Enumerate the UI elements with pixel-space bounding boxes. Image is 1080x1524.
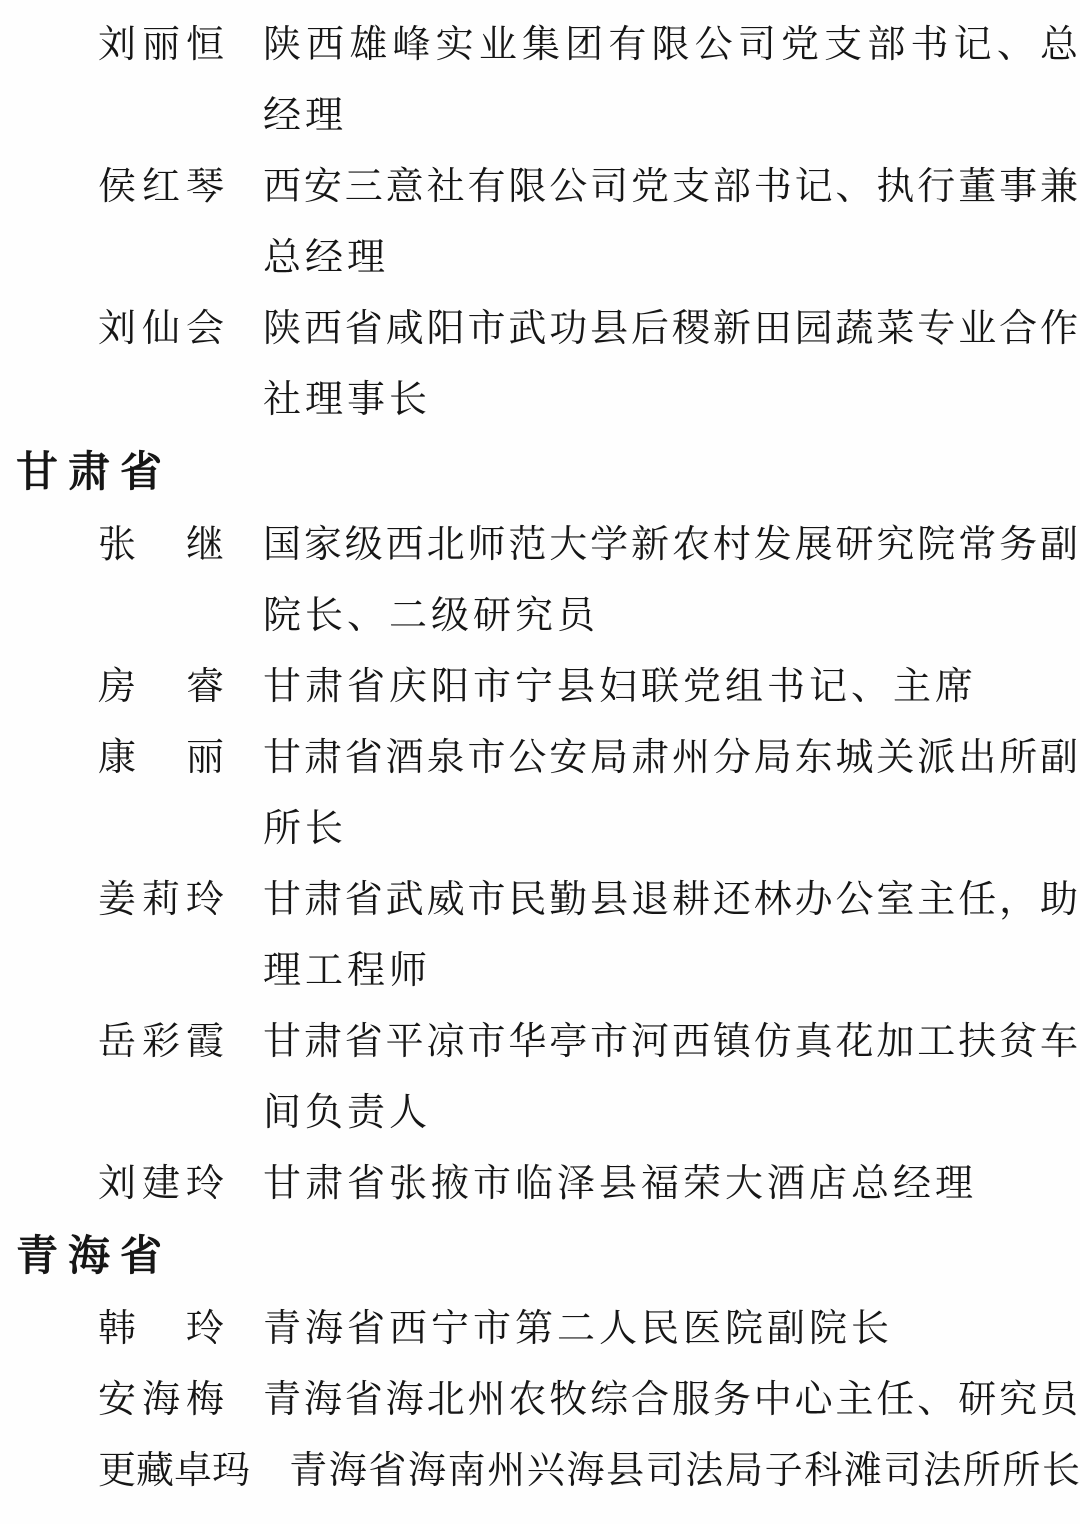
name-char: 安 (98, 1379, 137, 1421)
roster-entry (98, 723, 1080, 865)
position-line: 陕西省咸阳市武功县后稷新田园蔬菜专业合作 (263, 308, 1078, 350)
name-char: 玲 (185, 1163, 224, 1205)
name-char: 刘 (98, 1163, 137, 1205)
position-line: 甘肃省平凉市华亭市河西镇仿真花加工扶贫车 (263, 1021, 1078, 1063)
name-char: 藏 (136, 1450, 175, 1492)
name-char: 丽 (185, 737, 224, 779)
roster-entry (98, 10, 1080, 152)
position-line: 陕西雄峰实业集团有限公司党支部书记、总 (263, 24, 1078, 66)
name-char: 姜 (98, 879, 137, 921)
roster-entry (98, 152, 1080, 294)
position-line: 国家级西北师范大学新农村发展研究院常务副 (263, 524, 1078, 566)
name-char: 继 (185, 524, 224, 566)
position-line: 青海省海北州农牧综合服务中心主任、研究员 (263, 1379, 1078, 1421)
name-char: 卓 (174, 1450, 213, 1492)
position-line: 西安三意社有限公司党支部书记、执行董事兼 (263, 166, 1078, 208)
position-line: 甘肃省酒泉市公安局肃州分局东城关派出所副 (263, 737, 1078, 779)
person-position (263, 294, 1078, 436)
person-name (98, 1007, 224, 1078)
name-char: 莉 (141, 879, 180, 921)
person-name (98, 652, 224, 723)
person-name (98, 865, 224, 936)
position-line: 所长 (263, 808, 348, 850)
person-name (98, 1365, 224, 1436)
roster-entry (98, 510, 1080, 652)
person-name (98, 1436, 250, 1507)
person-position (263, 1365, 1078, 1436)
person-name (98, 294, 224, 365)
person-name (98, 1149, 224, 1220)
person-position (263, 865, 1078, 1007)
province-header-text: 甘肃省 (16, 448, 173, 495)
person-position (263, 152, 1078, 294)
name-char: 侯 (98, 166, 137, 208)
roster-entry (98, 1007, 1080, 1149)
name-char: 红 (141, 166, 180, 208)
position-line: 青海省海南州兴海县司法局子科滩司法所所长 (289, 1450, 1080, 1492)
person-name (98, 723, 224, 794)
name-char: 玲 (185, 1308, 224, 1350)
name-char: 韩 (98, 1308, 137, 1350)
person-position (263, 10, 1078, 152)
person-position (263, 510, 1078, 652)
roster-entry (98, 865, 1080, 1007)
name-char: 霞 (185, 1021, 224, 1063)
name-char: 琴 (185, 166, 224, 208)
name-char: 玲 (185, 879, 224, 921)
roster-list (16, 10, 1080, 1507)
person-name (98, 10, 224, 81)
position-line: 间负责人 (263, 1092, 432, 1134)
name-char: 会 (185, 308, 224, 350)
position-line: 院长、二级研究员 (263, 595, 600, 637)
position-line: 青海省西宁市第二人民医院副院长 (263, 1308, 894, 1350)
person-name (98, 152, 224, 223)
person-position (263, 1294, 1078, 1365)
name-char: 更 (98, 1450, 137, 1492)
roster-entry (98, 294, 1080, 436)
position-line: 甘肃省庆阳市宁县妇联党组书记、主席 (263, 666, 978, 708)
name-char: 梅 (185, 1379, 224, 1421)
province-section-header (16, 436, 1080, 510)
name-char: 玛 (212, 1450, 251, 1492)
roster-entry (98, 1149, 1080, 1220)
person-name (98, 1294, 224, 1365)
roster-entry (98, 1365, 1080, 1436)
position-line: 甘肃省张掖市临泽县福荣大酒店总经理 (263, 1163, 978, 1205)
roster-entry (98, 1436, 1080, 1507)
roster-entry (98, 652, 1080, 723)
position-line: 总经理 (263, 237, 390, 279)
name-char: 康 (98, 737, 137, 779)
position-line: 社理事长 (263, 379, 432, 421)
name-char: 丽 (141, 24, 180, 66)
name-char: 岳 (98, 1021, 137, 1063)
name-char: 刘 (98, 24, 137, 66)
name-char: 房 (98, 666, 137, 708)
person-position (263, 1149, 1078, 1220)
name-char: 恒 (185, 24, 224, 66)
position-line: 经理 (263, 95, 348, 137)
name-char: 张 (98, 524, 137, 566)
person-position (263, 652, 1078, 723)
name-char: 刘 (98, 308, 137, 350)
name-char: 仙 (141, 308, 180, 350)
name-char: 海 (141, 1379, 180, 1421)
roster-entry (98, 1294, 1080, 1365)
province-header-text: 青海省 (16, 1232, 173, 1279)
position-line: 理工程师 (263, 950, 432, 992)
name-char: 睿 (185, 666, 224, 708)
name-char: 彩 (141, 1021, 180, 1063)
name-char: 建 (141, 1163, 180, 1205)
person-position (263, 1007, 1078, 1149)
person-position (289, 1436, 1080, 1507)
province-section-header (16, 1220, 1080, 1294)
position-line: 甘肃省武威市民勤县退耕还林办公室主任，助 (263, 879, 1078, 921)
person-position (263, 723, 1078, 865)
person-name (98, 510, 224, 581)
